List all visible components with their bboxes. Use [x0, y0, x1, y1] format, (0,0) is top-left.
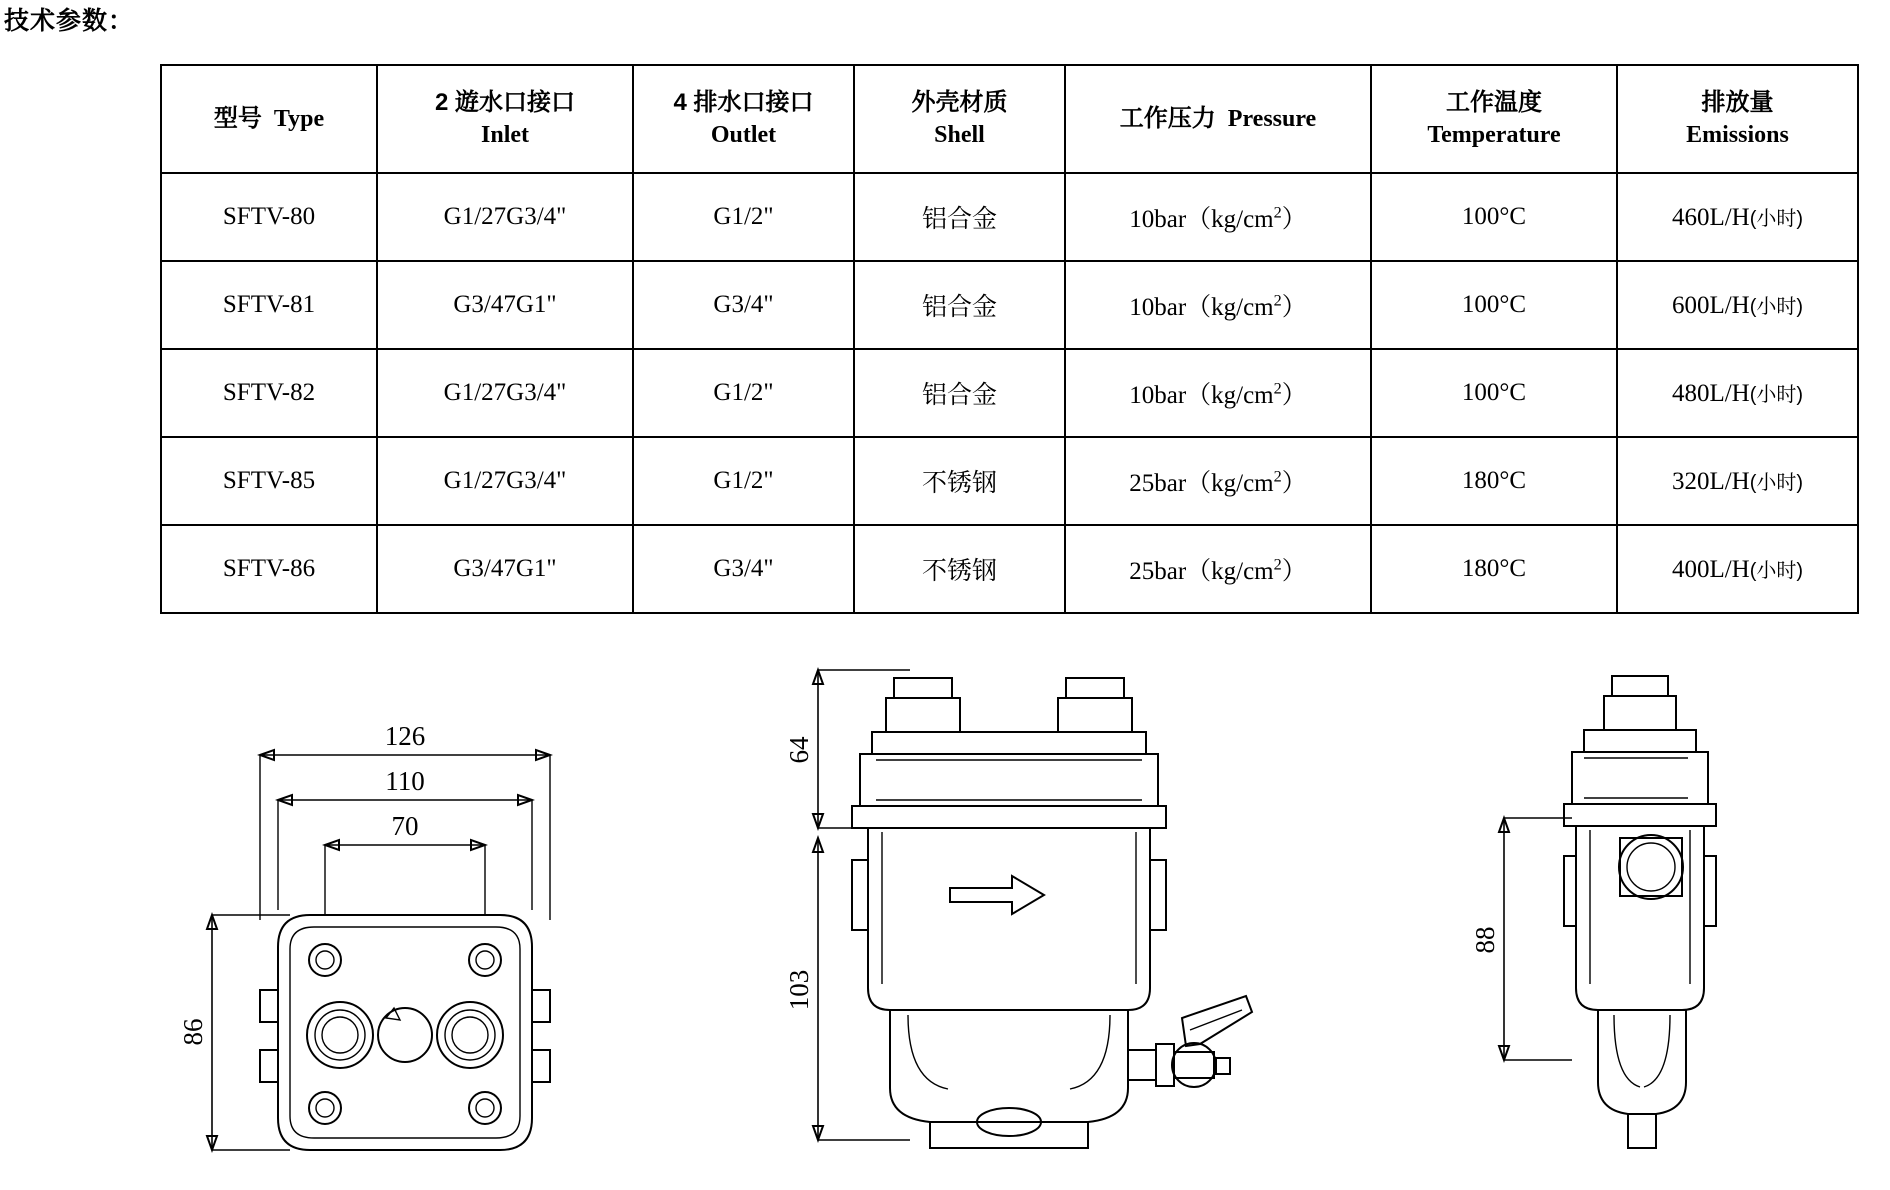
cell-outlet: G1/2" [633, 437, 854, 525]
table-header [161, 65, 1858, 173]
cell-emissions-value: 460L/H [1671, 204, 1750, 231]
dim-top-height: 86 [178, 1018, 208, 1046]
cell-pressure-value: 25bar（kg/cm [1129, 558, 1274, 585]
cell-pressure [1065, 173, 1371, 261]
dim-side-body-height: 88 [1470, 926, 1500, 954]
cell-inlet: G3/47G1" [377, 261, 633, 349]
cell-emissions-unit: (小时) [1749, 384, 1804, 406]
cell-shell: 铝合金 [854, 173, 1065, 261]
cell-inlet: G1/27G3/4" [377, 173, 633, 261]
column-header-shell-cn: 外壳材质 [911, 88, 1008, 116]
spec-table-container [160, 64, 1850, 614]
table-row [161, 261, 1858, 349]
cell-pressure-exponent: 2 [1273, 379, 1282, 398]
cell-type: SFTV-81 [161, 261, 377, 349]
column-header-emissions [1617, 65, 1858, 173]
cell-temperature: 100°C [1371, 173, 1617, 261]
table-row [161, 525, 1858, 613]
dim-top-width-outer: 126 [384, 721, 426, 751]
table-header-row [161, 65, 1858, 173]
cell-shell: 铝合金 [854, 349, 1065, 437]
dim-top-width-mid: 110 [385, 766, 425, 796]
cell-inlet: G3/47G1" [377, 525, 633, 613]
cell-emissions-value: 480L/H [1671, 380, 1750, 407]
cell-temperature: 100°C [1371, 349, 1617, 437]
cell-pressure-exponent: 2 [1273, 203, 1282, 222]
column-header-outlet-cn: 4 排水口接口 [673, 88, 814, 116]
dim-top-width-inner: 70 [391, 811, 419, 841]
cell-shell: 不锈钢 [854, 525, 1065, 613]
cell-emissions-unit: (小时) [1749, 560, 1804, 582]
column-header-emissions-en: Emissions [1686, 122, 1789, 148]
column-header-type-cn: 型号 [213, 104, 262, 132]
dim-front-total-height: 103 [784, 969, 814, 1011]
cell-shell: 不锈钢 [854, 437, 1065, 525]
cell-type: SFTV-85 [161, 437, 377, 525]
cell-pressure-tail: ） [1281, 470, 1307, 497]
cell-emissions-value: 600L/H [1671, 292, 1750, 319]
cell-pressure [1065, 261, 1371, 349]
cell-emissions-value: 320L/H [1671, 468, 1750, 495]
cell-pressure-tail: ） [1281, 206, 1307, 233]
dim-front-head-height: 64 [784, 736, 814, 764]
cell-emissions [1617, 261, 1858, 349]
cell-pressure-exponent: 2 [1273, 291, 1282, 310]
page-title: 技术参数： [4, 7, 135, 35]
column-header-temperature-cn: 工作温度 [1446, 88, 1542, 116]
cell-type: SFTV-80 [161, 173, 377, 261]
column-header-emissions-cn: 排放量 [1701, 88, 1774, 116]
cell-emissions-unit: (小时) [1749, 472, 1804, 494]
column-header-type [161, 65, 377, 173]
cell-emissions [1617, 173, 1858, 261]
cell-pressure-value: 10bar（kg/cm [1129, 382, 1274, 409]
column-header-temperature [1371, 65, 1617, 173]
column-header-pressure-cn: 工作压力 [1119, 104, 1216, 132]
column-header-inlet-en: Inlet [481, 122, 529, 148]
cell-pressure-value: 10bar（kg/cm [1129, 294, 1274, 321]
column-header-shell-en: Shell [934, 122, 985, 148]
cell-pressure-tail: ） [1281, 294, 1307, 321]
cell-pressure-exponent: 2 [1273, 555, 1282, 574]
cell-outlet: G1/2" [633, 173, 854, 261]
cell-pressure [1065, 525, 1371, 613]
cell-pressure [1065, 349, 1371, 437]
cell-inlet: G1/27G3/4" [377, 437, 633, 525]
column-header-outlet-en: Outlet [710, 122, 777, 148]
cell-outlet: G1/2" [633, 349, 854, 437]
cell-pressure-value: 10bar（kg/cm [1129, 206, 1274, 233]
front-view-drawing [784, 660, 1350, 1180]
column-header-outlet [633, 65, 854, 173]
technical-parameters-table [160, 64, 1859, 614]
cell-outlet: G3/4" [633, 261, 854, 349]
cell-emissions [1617, 525, 1858, 613]
cell-temperature: 180°C [1371, 525, 1617, 613]
table-row [161, 349, 1858, 437]
column-header-pressure [1065, 65, 1371, 173]
cell-emissions [1617, 349, 1858, 437]
side-view-drawing [1470, 660, 1810, 1180]
cell-shell: 铝合金 [854, 261, 1065, 349]
cell-temperature: 180°C [1371, 437, 1617, 525]
table-row [161, 437, 1858, 525]
cell-temperature: 100°C [1371, 261, 1617, 349]
cell-pressure-tail: ） [1281, 382, 1307, 409]
cell-pressure [1065, 437, 1371, 525]
cell-emissions-unit: (小时) [1749, 296, 1804, 318]
table-body [161, 173, 1858, 613]
technical-drawings [0, 660, 1890, 1190]
column-header-temperature-en: Temperature [1427, 122, 1561, 148]
column-header-inlet-cn: 2 遊水口接口 [434, 88, 575, 116]
column-header-shell [854, 65, 1065, 173]
cell-emissions-unit: (小时) [1749, 208, 1804, 230]
cell-emissions [1617, 437, 1858, 525]
top-view-drawing [150, 660, 650, 1180]
column-header-type-en: Type [273, 105, 325, 132]
table-row [161, 173, 1858, 261]
cell-type: SFTV-86 [161, 525, 377, 613]
cell-inlet: G1/27G3/4" [377, 349, 633, 437]
cell-type: SFTV-82 [161, 349, 377, 437]
column-header-pressure-en: Pressure [1227, 105, 1317, 132]
cell-emissions-value: 400L/H [1671, 556, 1750, 583]
column-header-inlet [377, 65, 633, 173]
cell-pressure-exponent: 2 [1273, 467, 1282, 486]
cell-pressure-value: 25bar（kg/cm [1129, 470, 1274, 497]
cell-outlet: G3/4" [633, 525, 854, 613]
cell-pressure-tail: ） [1281, 558, 1307, 585]
